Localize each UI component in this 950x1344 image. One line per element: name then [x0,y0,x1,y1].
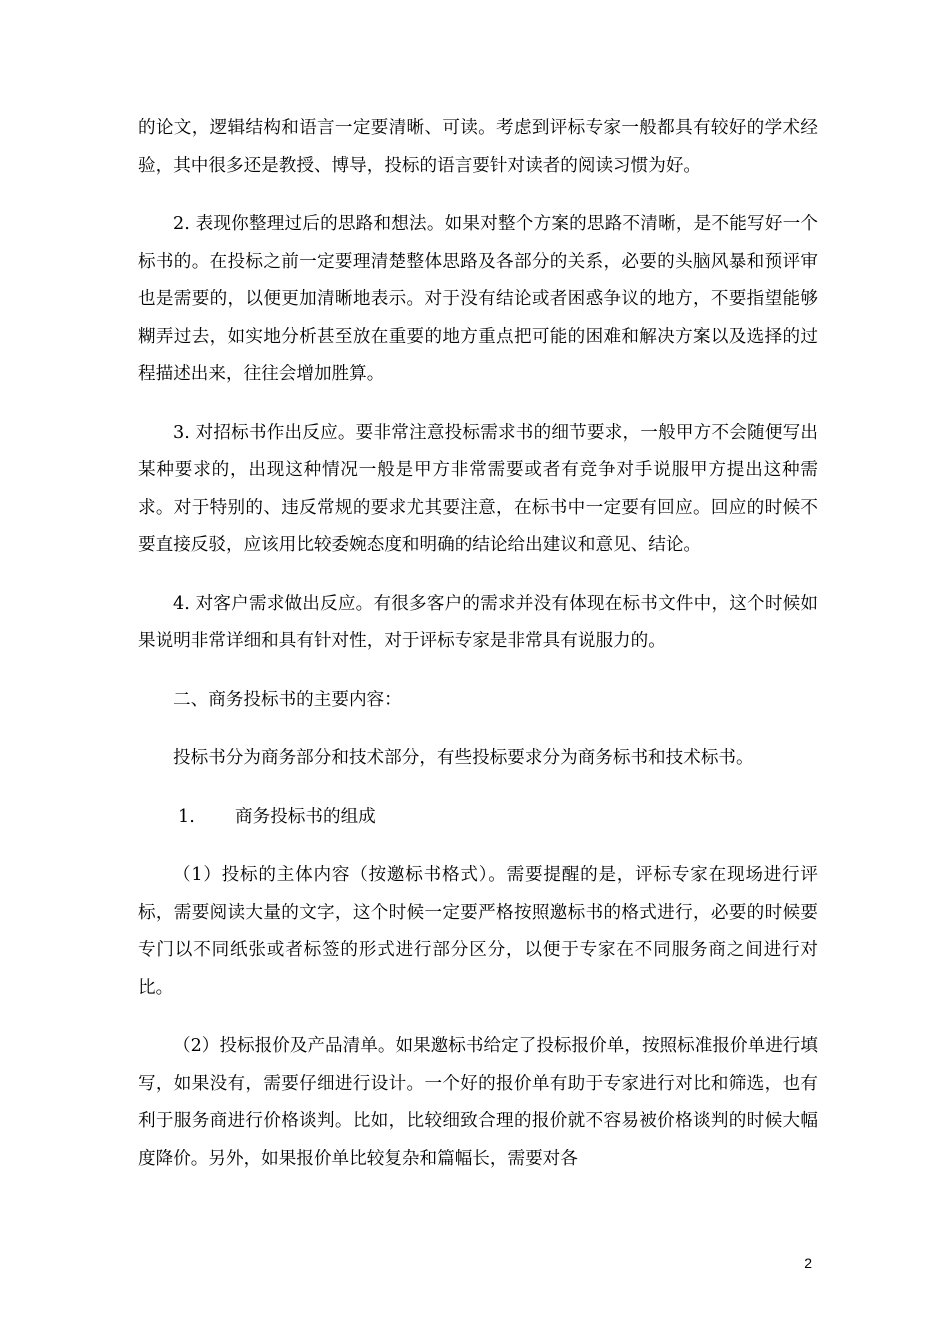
list-heading-number: 1. [178,806,195,827]
paragraph-sub-1: （1）投标的主体内容（按邀标书格式）。需要提醒的是，评标专家在现场进行评标，需要阅读大量的文字，这个时候一定要严格按照邀标书的格式进行，必要的时候要专门以不同纸张或者标签的形式进行部分区分，以便于专家在不同服务商之间进行对比。 [138,865,818,998]
page-number: 2 [804,1255,812,1271]
paragraph-sub-2: （2）投标报价及产品清单。如果邀标书给定了投标报价单，按照标准报价单进行填写，如果没有，需要仔细进行设计。一个好的报价单有助于专家进行对比和筛选，也有利于服务商进行价格谈判。比如，比较细致合理的报价就不容易被价格谈判的时候大幅度降价。另外，如果报价单比较复杂和篇幅长，需要对各 [138,1036,818,1169]
paragraph-bid-parts: 投标书分为商务部分和技术部分，有些投标要求分为商务标书和技术标书。 [173,748,754,768]
paragraph-point-2: 2. 表现你整理过后的思路和想法。如果对整个方案的思路不清晰，是不能写好一个标书的。在投标之前一定要理清楚整体思路及各部分的关系，必要的头脑风暴和预评审也是需要的，以便更加清晰地表示。对于没有结论或者困惑争议的地方，不要指望能够糊弄过去，如实地分析甚至放在重要的地方重点把可能的困难和解决方案以及选择的过程描述出来，往往会增加胜算。 [138,214,818,384]
list-heading-text: 商务投标书的组成 [235,806,376,827]
section-heading-business-bid: 二、商务投标书的主要内容： [173,689,402,710]
paragraph-continuation: 的论文，逻辑结构和语言一定要清晰、可读。考虑到评标专家一般都具有较好的学术经验，其中很多还是教授、博导，投标的语言要针对读者的阅读习惯为好。 [138,118,818,176]
list-heading-composition [138,799,818,837]
paragraph-point-4: 4. 对客户需求做出反应。有很多客户的需求并没有体现在标书文件中，这个时候如果说明非常详细和具有针对性，对于评标专家是非常具有说服力的。 [138,593,818,651]
document-body [138,110,818,1199]
paragraph-point-3: 3. 对招标书作出反应。要非常注意投标需求书的细节要求，一般甲方不会随便写出某种要求的，出现这种情况一般是甲方非常需要或者有竞争对手说服甲方提出这种需求。对于特别的、违反常规的要求尤其要注意，在标书中一定要有回应。回应的时候不要直接反驳，应该用比较委婉态度和明确的结论给出建议和意见、结论。 [138,422,818,555]
